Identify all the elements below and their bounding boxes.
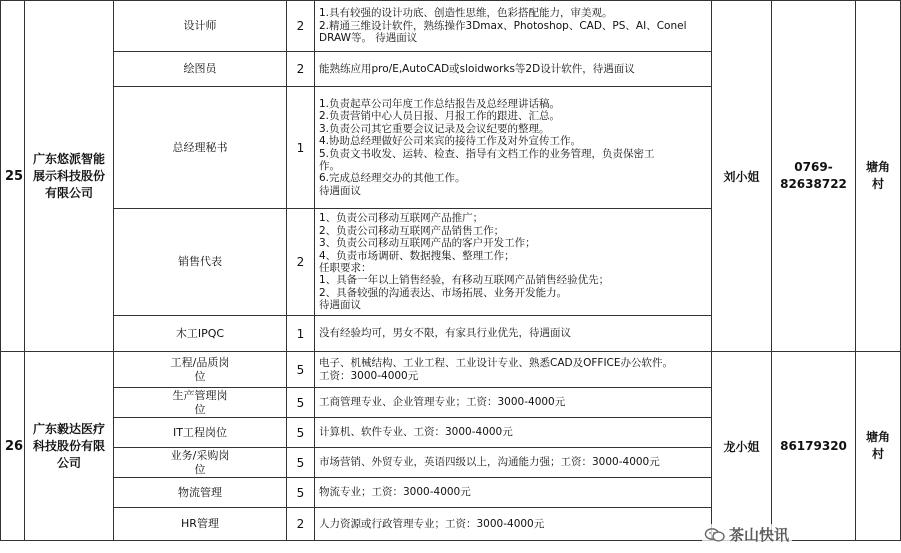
address-line: 塘角 xyxy=(865,160,890,174)
table-row xyxy=(1,352,901,388)
job-count-line: 5 xyxy=(296,425,305,440)
job-title xyxy=(114,87,287,209)
job-count xyxy=(287,418,315,448)
watermark xyxy=(702,524,792,545)
job-title-line: 工程/品质岗 xyxy=(170,355,230,369)
job-requirements xyxy=(315,1,712,52)
address xyxy=(856,1,901,352)
job-title xyxy=(114,508,287,541)
job-requirements-line: 4、负责市场调研、数据搜集、整理工作； xyxy=(319,249,515,262)
job-title xyxy=(114,478,287,508)
company-name-line: 有限公司 xyxy=(44,185,93,200)
job-requirements-line: 2、具备较强的沟通表达、市场拓展、业务开发能力。 xyxy=(319,286,568,299)
watermark-text: 茶山快讯 xyxy=(728,526,789,544)
address-line: 塘角 xyxy=(865,430,890,444)
phone-number-line: 86179320 xyxy=(780,438,847,453)
job-requirements xyxy=(315,508,712,541)
job-requirements xyxy=(315,87,712,209)
company-name-line: 展示科技股份 xyxy=(32,168,105,183)
job-count-line: 5 xyxy=(296,395,305,410)
company-number-line: 25 xyxy=(5,168,24,184)
phone-number-line: 82638722 xyxy=(780,177,847,191)
job-requirements-line: 任职要求： xyxy=(319,262,372,274)
job-requirements xyxy=(315,352,712,388)
job-requirements xyxy=(315,52,712,87)
job-requirements-line: 4.协助总经理做好公司来宾的接待工作及对外宣传工作。 xyxy=(319,135,582,148)
job-title xyxy=(114,418,287,448)
job-title-line: 销售代表 xyxy=(178,255,222,268)
job-title-line: 设计师 xyxy=(183,19,217,32)
job-title-line: HR管理 xyxy=(181,517,219,530)
contact-person-line: 刘小姐 xyxy=(723,169,760,184)
job-requirements-line: 工商管理专业、企业管理专业；工资：3000-4000元 xyxy=(319,396,566,409)
job-count-line: 5 xyxy=(296,485,305,500)
job-title-line: 总经理秘书 xyxy=(172,140,228,154)
job-requirements-line: 2、负责公司移动互联网产品销售工作； xyxy=(319,224,505,237)
job-title xyxy=(114,388,287,418)
wechat-icon xyxy=(705,528,725,542)
job-count-line: 1 xyxy=(296,140,305,155)
company-number xyxy=(1,352,25,541)
job-title-line: 位 xyxy=(194,369,206,383)
job-requirements xyxy=(315,388,712,418)
job-title-line: 木工IPQC xyxy=(175,326,225,340)
company-name-line: 公司 xyxy=(56,455,81,470)
address-line: 村 xyxy=(871,447,884,461)
job-requirements xyxy=(315,448,712,478)
job-requirements-line: 1、具备一年以上销售经验，有移动互联网产品销售经验优先； xyxy=(319,274,610,287)
job-requirements-line: 1、负责公司移动互联网产品推广； xyxy=(319,212,484,225)
company-name-line: 广东毅达医疗 xyxy=(32,421,105,436)
job-count-line: 5 xyxy=(296,455,305,470)
job-requirements-line: 2.负责营销中心人员日报、月报工作的跟进、汇总。 xyxy=(319,110,561,123)
job-requirements-line: 2.精通三维设计软件，熟练操作3Dmax、Photoshop、CAD、PS、AI、Conel xyxy=(319,19,687,32)
phone-number-line: 0769- xyxy=(794,160,833,174)
job-count-line: 2 xyxy=(296,517,305,531)
job-title-line: 绘图员 xyxy=(183,62,217,75)
job-requirements xyxy=(315,478,712,508)
address-line: 村 xyxy=(871,177,884,191)
job-requirements-line: DRAW等。 待遇面议 xyxy=(319,32,418,45)
job-count xyxy=(287,209,315,316)
company-number xyxy=(1,1,25,352)
job-requirements-line: 电子、机械结构、工业工程、工业设计专业、熟悉CAD及OFFICE办公软件。 xyxy=(319,357,674,370)
job-count xyxy=(287,1,315,52)
job-title-line: 物流管理 xyxy=(178,485,222,499)
job-count xyxy=(287,87,315,209)
contact-person xyxy=(712,1,772,352)
job-count xyxy=(287,352,315,388)
job-requirements-line: 市场营销、外贸专业，英语四级以上，沟通能力强；工资：3000-4000元 xyxy=(319,456,660,469)
table-body xyxy=(1,1,901,541)
job-count-line: 2 xyxy=(296,62,305,76)
job-count xyxy=(287,388,315,418)
job-count xyxy=(287,478,315,508)
job-title xyxy=(114,209,287,316)
job-count-line: 1 xyxy=(296,326,305,341)
contact-person xyxy=(712,352,772,541)
job-requirements-line: 物流专业；工资：3000-4000元 xyxy=(319,486,471,499)
company-name xyxy=(25,1,114,352)
job-title-line: 业务/采购岗 xyxy=(170,448,230,462)
job-count-line: 2 xyxy=(296,19,305,33)
company-name-line: 广东悠派智能 xyxy=(32,151,105,166)
company-number-line: 26 xyxy=(5,438,24,454)
job-title-line: 位 xyxy=(194,462,206,476)
company-name-line: 科技股份有限 xyxy=(32,438,105,453)
job-requirements-line: 计算机、软件专业、工资：3000-4000元 xyxy=(319,426,513,439)
job-count-line: 5 xyxy=(296,362,305,377)
job-title xyxy=(114,352,287,388)
job-requirements-line: 5.负责文书收发、运转、检查、指导有文档工作的业务管理，负责保密工 xyxy=(319,147,655,160)
job-requirements xyxy=(315,209,712,316)
job-requirements-line: 没有经验均可，男女不限，有家具行业优先，待遇面议 xyxy=(319,327,571,340)
job-requirements xyxy=(315,418,712,448)
job-requirements-line: 1.负责起草公司年度工作总结报告及总经理讲话稿。 xyxy=(319,97,561,110)
job-count xyxy=(287,508,315,541)
job-count xyxy=(287,316,315,352)
table-row xyxy=(1,1,901,52)
job-title xyxy=(114,316,287,352)
contact-person-line: 龙小姐 xyxy=(723,439,760,454)
job-requirements-line: 1.具有较强的设计功底、创造性思维，色彩搭配能力，审美观。 xyxy=(319,7,613,20)
phone-number xyxy=(772,1,856,352)
job-requirements-line: 工资：3000-4000元 xyxy=(319,369,419,382)
job-requirements xyxy=(315,316,712,352)
job-requirements-line: 待遇面议 xyxy=(319,299,361,312)
job-count-line: 2 xyxy=(296,255,305,269)
job-title xyxy=(114,1,287,52)
job-requirements-line: 能熟练应用pro/E,AutoCAD或sloidworks等2D设计软件，待遇面议 xyxy=(319,62,635,75)
job-count xyxy=(287,52,315,87)
company-name xyxy=(25,352,114,541)
job-requirements-line: 3.负责公司其它重要会议记录及会议纪要的整理。 xyxy=(319,122,550,135)
job-title xyxy=(114,448,287,478)
job-title-line: 生产管理岗 xyxy=(172,388,228,402)
phone-number xyxy=(772,352,856,541)
job-requirements-line: 6.完成总经理交办的其他工作。 xyxy=(319,172,466,185)
job-title-line: 位 xyxy=(194,402,206,416)
job-requirements-line: 作。 xyxy=(319,159,340,172)
job-title-line: IT工程岗位 xyxy=(173,425,227,439)
job-requirements-line: 3、负责公司移动互联网产品的客户开发工作； xyxy=(319,237,536,250)
job-count xyxy=(287,448,315,478)
job-requirements-line: 待遇面议 xyxy=(319,184,361,197)
job-title xyxy=(114,52,287,87)
job-requirements-line: 人力资源或行政管理专业；工资：3000-4000元 xyxy=(319,517,545,530)
address xyxy=(856,352,901,541)
